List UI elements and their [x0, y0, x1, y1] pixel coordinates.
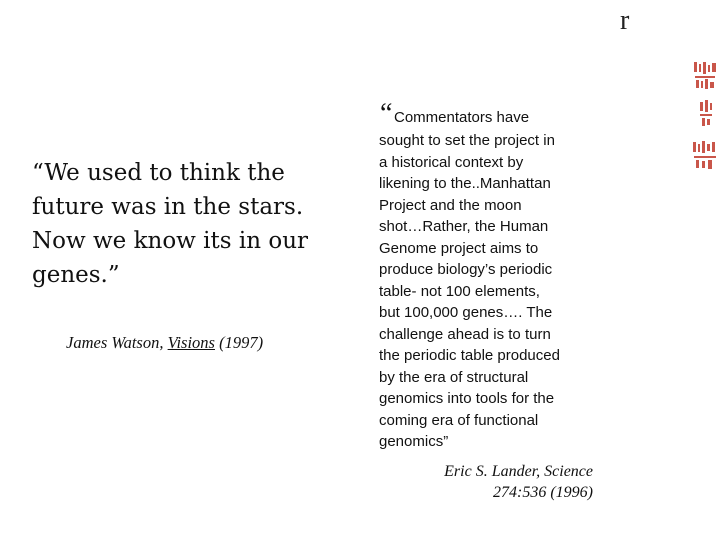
- watson-quote: “We used to think the future was in the stars. Now we know its in our genes.”: [32, 160, 309, 288]
- lander-quote-line: likening to the..Manhattan: [379, 175, 551, 192]
- lander-quote-line: sought to set the project in: [379, 132, 555, 149]
- lander-quote-line: by the era of structural: [379, 368, 529, 386]
- lander-attribution-line: Eric S. Lander, Science: [444, 463, 593, 480]
- lander-quote-body: [379, 130, 604, 453]
- lander-attribution-line: 274:536 (1996): [493, 484, 593, 501]
- lander-attribution: [400, 461, 593, 503]
- lander-quote-line: genomics into tools for the: [379, 390, 555, 407]
- lander-quote-first-line: Commentators have: [394, 109, 530, 126]
- lander-quote-line: the periodic table produced: [379, 347, 560, 364]
- lander-quote-line: produce biology’s periodic: [379, 261, 553, 278]
- lander-quote-line: a historical context by: [379, 153, 524, 171]
- watson-attribution: [66, 332, 263, 354]
- lander-open-quote-mark: “: [380, 98, 393, 129]
- lander-quote-line: Project and the moon: [379, 196, 522, 214]
- lander-quote-line: shot…Rather, the Human: [379, 218, 549, 235]
- lander-quote-line: genomics”: [379, 433, 449, 450]
- lander-quote-line: challenge ahead is to turn: [379, 325, 551, 343]
- lander-quote-line: Genome project aims to: [379, 239, 539, 257]
- stamp-icon: [690, 60, 720, 172]
- watson-author: James Watson,: [66, 333, 168, 352]
- corner-letter: r: [620, 5, 630, 36]
- lander-quote-line: table- not 100 elements,: [379, 282, 540, 300]
- lander-quote-line: coming era of functional: [379, 411, 539, 429]
- watson-work-title: Visions: [167, 333, 215, 352]
- red-stamp-graphic: [690, 60, 720, 172]
- watson-year: (1997): [214, 333, 264, 352]
- lander-quote-line: but 100,000 genes…. The: [379, 304, 553, 321]
